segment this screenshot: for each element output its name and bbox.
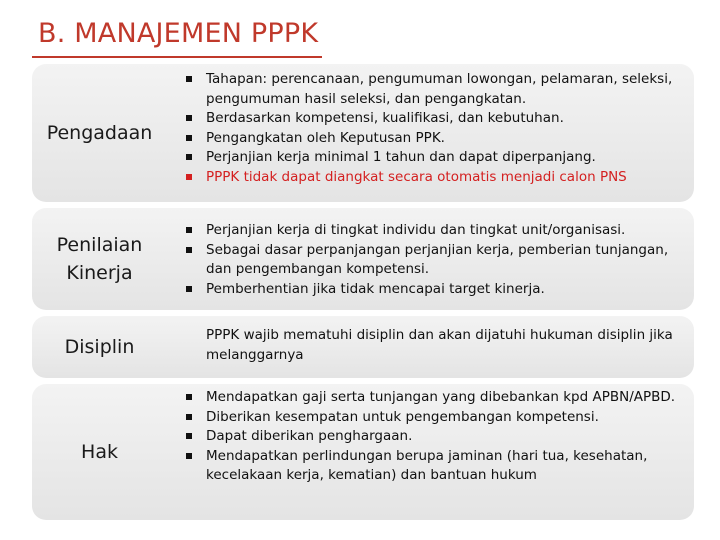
row-text: PPPK wajib mematuhi disiplin dan akan dijatuhi hukuman disiplin jika melanggarnya (206, 327, 673, 363)
list-item-highlight: PPPK tidak dapat diangkat secara otomatis menjadi calon PNS (184, 168, 684, 188)
title-underline (32, 56, 322, 58)
list-item: Perjanjian kerja minimal 1 tahun dan dapat diperpanjang. (184, 148, 684, 168)
row-label-box (32, 64, 167, 202)
bullet-icon (186, 414, 192, 420)
list-item: Perjanjian kerja di tingkat individu dan tingkat unit/organisasi. (184, 221, 684, 241)
bullet-icon (186, 433, 192, 439)
bullet-list (184, 221, 684, 299)
row-content (184, 70, 684, 187)
row-label: Disiplin (64, 336, 135, 358)
bullet-list (184, 70, 684, 187)
bullet-icon (186, 286, 192, 292)
list-item: Mendapatkan perlindungan berupa jaminan (hari tua, kesehatan, kecelakaan kerja, kematian) dan bantuan hukum (184, 447, 684, 486)
row-label: Pengadaan (46, 122, 153, 144)
bullet-icon (186, 247, 192, 253)
row-label: Hak (81, 441, 118, 463)
bullet-icon (186, 227, 192, 233)
row-label-box (32, 384, 167, 520)
bullet-icon (186, 135, 192, 141)
bullet-icon (186, 154, 192, 160)
row-label-box (32, 208, 167, 310)
row-penilaian-kinerja (32, 208, 694, 310)
bullet-icon (186, 394, 192, 400)
list-item: Pemberhentian jika tidak mencapai target kinerja. (184, 280, 684, 300)
row-content (184, 326, 684, 365)
list-item: Dapat diberikan penghargaan. (184, 427, 684, 447)
list-item: Mendapatkan gaji serta tunjangan yang dibebankan kpd APBN/APBD. (184, 388, 684, 408)
list-item: Diberikan kesempatan untuk pengembangan kompetensi. (184, 408, 684, 428)
list-item: Tahapan: perencanaan, pengumuman lowongan, pelamaran, seleksi, pengumuman hasil seleksi, dan pengangkatan. (184, 70, 684, 109)
bullet-list (184, 388, 684, 486)
bullet-icon (186, 453, 192, 459)
row-content (184, 388, 684, 486)
row-content (184, 221, 684, 299)
list-item: Pengangkatan oleh Keputusan PPK. (184, 129, 684, 149)
row-disiplin (32, 316, 694, 378)
bullet-icon (186, 115, 192, 121)
row-label-box (32, 316, 167, 378)
page-title: B. MANAJEMEN PPPK (38, 18, 319, 49)
row-hak (32, 384, 694, 520)
bullet-icon (186, 174, 192, 180)
bullet-icon (186, 76, 192, 82)
list-item: Sebagai dasar perpanjangan perjanjian kerja, pemberian tunjangan, dan pengembangan kompetensi. (184, 241, 684, 280)
row-pengadaan (32, 64, 694, 202)
row-label: Penilaian Kinerja (56, 234, 143, 284)
list-item: Berdasarkan kompetensi, kualifikasi, dan kebutuhan. (184, 109, 684, 129)
